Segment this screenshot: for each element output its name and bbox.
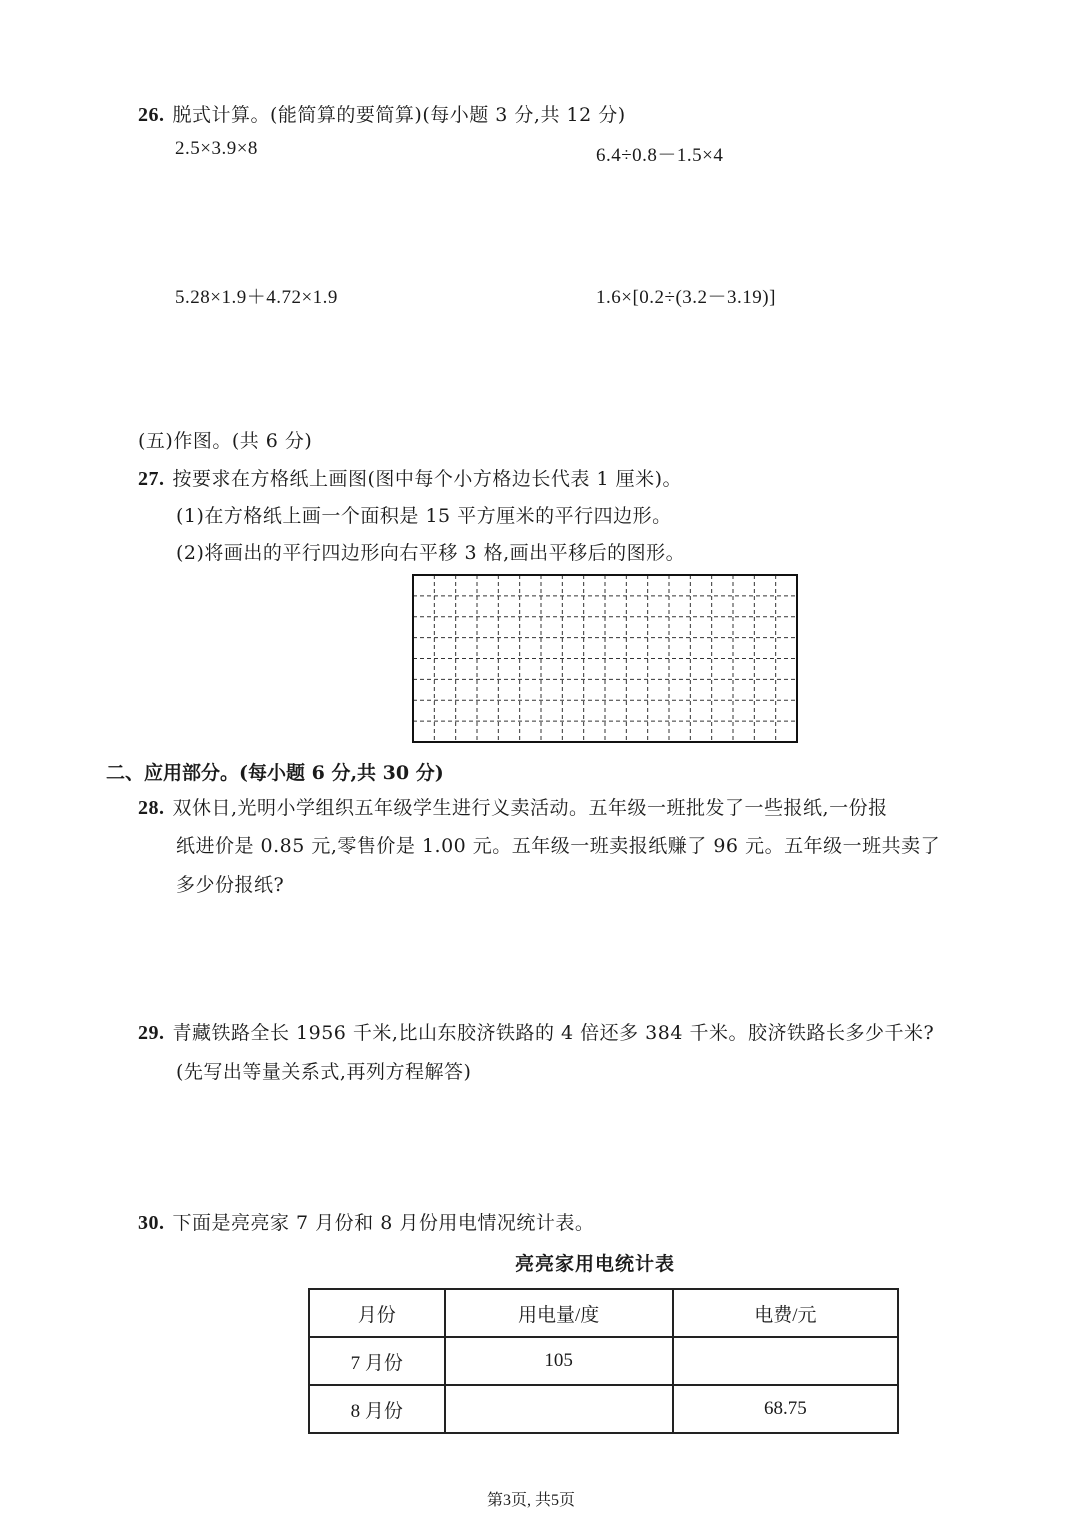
cell-fee-august: 68.75 [673, 1385, 898, 1433]
q28-line2: 纸进价是 0.85 元,零售价是 1.00 元。五年级一班卖报纸赚了 96 元。五年级一班共卖了 [176, 835, 941, 857]
q26-heading [138, 100, 626, 127]
q29-text-1: 青藏铁路全长 1956 千米,比山东胶济铁路的 4 倍还多 384 千米。胶济铁路长多少千米? [172, 1022, 935, 1044]
q26-expr-4: 1.6×[0.2÷(3.2－3.19)] [596, 287, 776, 308]
q26-expr-1: 2.5×3.9×8 [175, 138, 258, 159]
electricity-table [308, 1288, 899, 1434]
q27-heading [138, 464, 682, 491]
cell-usage-july: 105 [445, 1337, 673, 1385]
header-fee: 电费/元 [673, 1289, 898, 1337]
q26-expr-2: 6.4÷0.8－1.5×4 [596, 145, 724, 166]
page-footer: 第3页, 共5页 [487, 1492, 576, 1509]
q28-line1 [138, 793, 888, 820]
q28-line3: 多少份报纸? [176, 874, 285, 896]
q29-line2: (先写出等量关系式,再列方程解答) [176, 1061, 472, 1083]
header-month: 月份 [309, 1289, 445, 1337]
part2-title: 二、应用部分。(每小题 6 分,共 30 分) [106, 762, 444, 784]
section5-title: (五)作图。(共 6 分) [138, 430, 313, 452]
cell-usage-august[interactable] [445, 1385, 673, 1433]
q27-number: 27. [138, 468, 165, 490]
table-header-row [309, 1289, 898, 1337]
q28-number: 28. [138, 797, 165, 819]
q30-heading [138, 1208, 594, 1235]
cell-month-july: 7 月份 [309, 1337, 445, 1385]
table-row [309, 1337, 898, 1385]
cell-fee-july[interactable] [673, 1337, 898, 1385]
q27-sub1: (1)在方格纸上画一个面积是 15 平方厘米的平行四边形。 [176, 505, 672, 527]
q30-number: 30. [138, 1212, 165, 1234]
q26-text: 脱式计算。(能简算的要简算)(每小题 3 分,共 12 分) [172, 104, 626, 126]
table-title: 亮亮家用电统计表 [515, 1253, 676, 1275]
cell-month-august: 8 月份 [309, 1385, 445, 1433]
grid-svg [412, 574, 798, 743]
q28-text-1: 双休日,光明小学组织五年级学生进行义卖活动。五年级一班批发了一些报纸,一份报 [172, 797, 888, 819]
header-usage: 用电量/度 [445, 1289, 673, 1337]
q26-expr-3: 5.28×1.9＋4.72×1.9 [175, 287, 338, 308]
q29-number: 29. [138, 1022, 165, 1044]
table-row [309, 1385, 898, 1433]
q26-number: 26. [138, 104, 165, 126]
grid-paper[interactable] [412, 574, 798, 743]
q29-line1 [138, 1018, 934, 1045]
q27-text: 按要求在方格纸上画图(图中每个小方格边长代表 1 厘米)。 [172, 468, 682, 490]
q30-text: 下面是亮亮家 7 月份和 8 月份用电情况统计表。 [172, 1212, 595, 1234]
q27-sub2: (2)将画出的平行四边形向右平移 3 格,画出平移后的图形。 [176, 542, 686, 564]
